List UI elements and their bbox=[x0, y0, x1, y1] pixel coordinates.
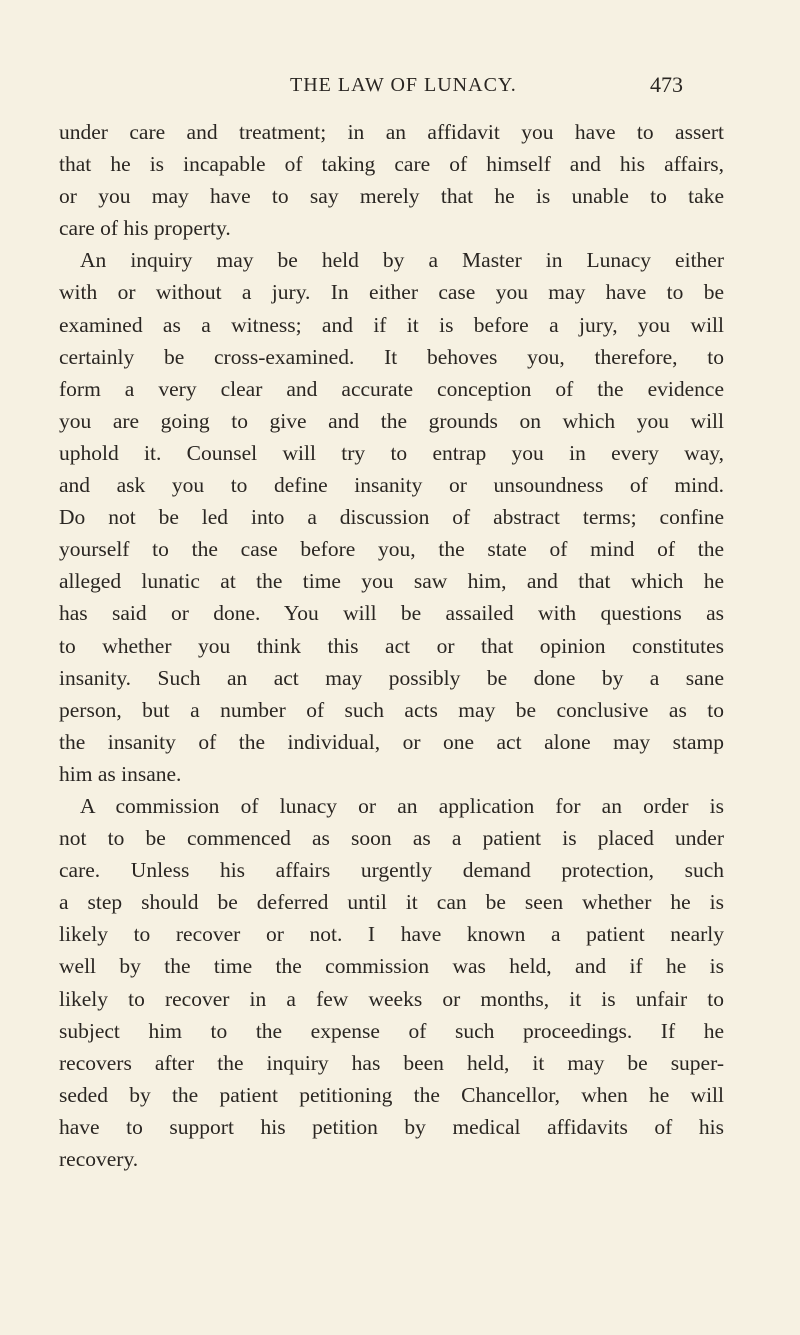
text-line: form a very clear and accurate conception of the evidence bbox=[59, 376, 724, 401]
text-line: or you may have to say merely that he is unable to take bbox=[59, 184, 724, 209]
text-line: under care and treatment; in an affidavit you have to assert bbox=[59, 120, 724, 144]
text-line: care of his property. bbox=[59, 216, 231, 241]
text-line: a step should be deferred until it can be seen whether he is bbox=[59, 890, 724, 915]
text-line: to whether you think this act or that opinion constitutes bbox=[59, 633, 724, 658]
text-line: insanity. Such an act may possibly be done by a sane bbox=[59, 665, 724, 690]
text-line: have to support his petition by medical affidavits of his bbox=[59, 1114, 724, 1139]
page-number: 473 bbox=[650, 72, 683, 97]
text-line: likely to recover in a few weeks or months, it is unfair to bbox=[59, 986, 724, 1011]
text-line: the insanity of the individual, or one act alone may stamp bbox=[59, 729, 724, 754]
text-line: well by the time the commission was held, and if he is bbox=[59, 954, 724, 979]
text-line: yourself to the case before you, the state of mind of the bbox=[59, 537, 724, 562]
text-line: uphold it. Counsel will try to entrap you in every way, bbox=[59, 440, 724, 465]
text-line: examined as a witness; and if it is before a jury, you will bbox=[59, 312, 724, 337]
page-header bbox=[0, 74, 800, 108]
text-line: seded by the patient petitioning the Chancellor, when he will bbox=[59, 1082, 724, 1107]
text-line: alleged lunatic at the time you saw him, and that which he bbox=[59, 569, 724, 594]
body-text bbox=[59, 116, 724, 1175]
text-line: recovers after the inquiry has been held, it may be super- bbox=[59, 1050, 724, 1075]
text-line: you are going to give and the grounds on which you will bbox=[59, 408, 724, 433]
text-line: subject him to the expense of such proceedings. If he bbox=[59, 1018, 724, 1043]
text-line: A commission of lunacy or an application for an order is bbox=[80, 793, 724, 818]
text-line: and ask you to define insanity or unsoundness of mind. bbox=[59, 473, 724, 498]
text-line: An inquiry may be held by a Master in Lunacy either bbox=[80, 248, 724, 273]
text-line: person, but a number of such acts may be conclusive as to bbox=[59, 697, 724, 722]
text-line: with or without a jury. In either case you may have to be bbox=[59, 280, 724, 305]
text-line: has said or done. You will be assailed with questions as bbox=[59, 601, 724, 626]
text-line: care. Unless his affairs urgently demand protection, such bbox=[59, 858, 724, 883]
running-title: THE LAW OF LUNACY. bbox=[290, 74, 517, 96]
text-line: him as insane. bbox=[59, 761, 182, 786]
text-line: that he is incapable of taking care of himself and his affairs, bbox=[59, 152, 724, 177]
text-line: certainly be cross-examined. It behoves you, therefore, to bbox=[59, 344, 724, 369]
text-line: not to be commenced as soon as a patient is placed under bbox=[59, 826, 724, 851]
text-line: Do not be led into a discussion of abstract terms; confine bbox=[59, 505, 724, 530]
text-line: recovery. bbox=[59, 1147, 139, 1171]
text-line: likely to recover or not. I have known a patient nearly bbox=[59, 922, 724, 947]
